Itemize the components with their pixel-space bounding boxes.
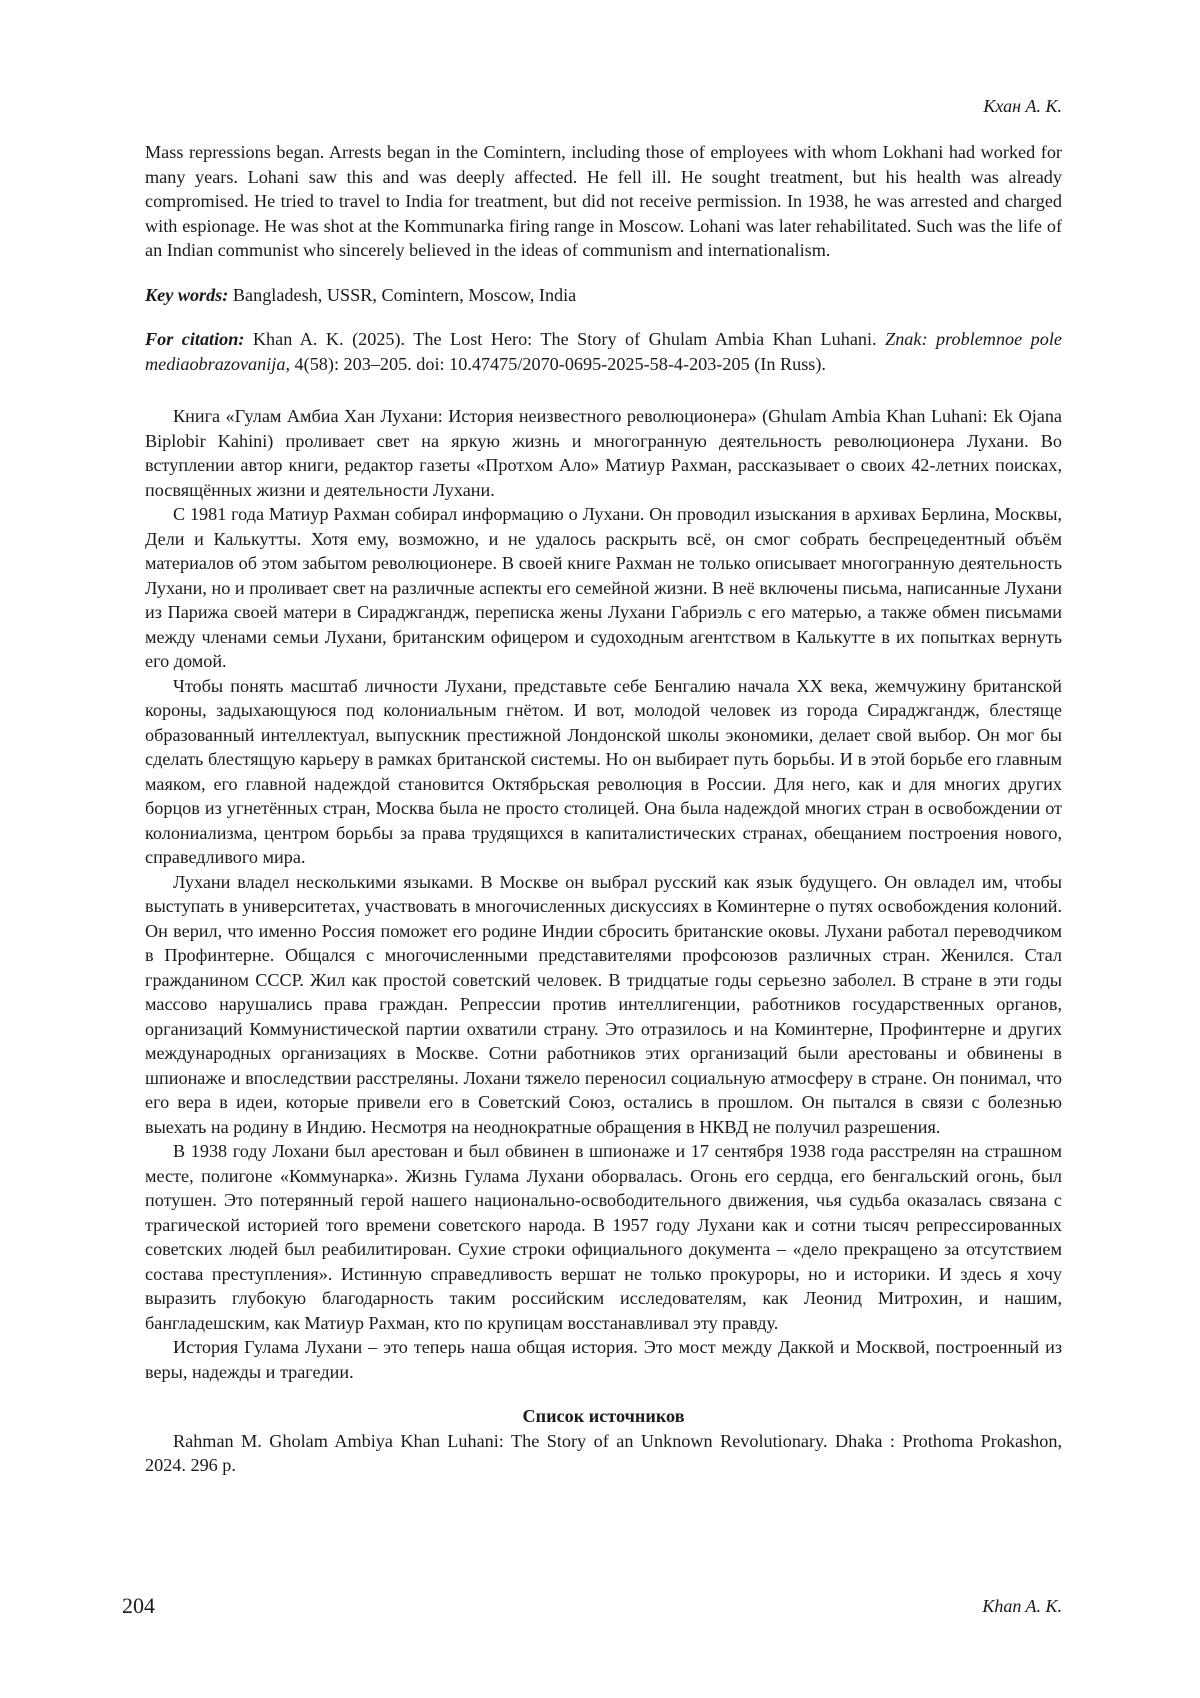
abstract (145, 140, 1062, 263)
body-paragraph: Книга «Гулам Амбиа Хан Лухани: История неизвестного революционера» (Ghulam Ambia Khan Luhani: Ek Ojana Biplobir Kahini) проливает свет на яркую жизнь и многогранную деятельность революционера Лухани. Во вступлении автор книги, редактор газеты «Протхом Ало» Матиур Рахман, рассказывает о своих 42-летних поисках, посвящённых жизни и деятельности Лухани. (145, 406, 1062, 500)
keywords-label: Key words: (145, 284, 229, 305)
abstract-text: Mass repressions began. Arrests began in the Comintern, including those of employees with whom Lokhani had worked for many years. Lohani saw this and was deeply affected. He fell ill. He sought treatment, but his health was already compromised. He tried to travel to India for treatment, but did not receive permission. In 1938, he was arrested and charged with espionage. He was shot at the Kommunarka firing range in Moscow. Lohani was later rehabilitated. Such was the life of an Indian communist who sincerely believed in the ideas of communism and internationalism. (145, 142, 1062, 260)
page-number: 204 (122, 1593, 155, 1618)
body-paragraph: История Гулама Лухани – это теперь наша общая история. Это мост между Даккой и Москвой, построенный из веры, надежды и трагедии. (145, 1337, 1062, 1382)
references-title: Список источников (522, 1406, 685, 1426)
body-paragraph: Чтобы понять масштаб личности Лухани, представьте себе Бенгалию начала XX века, жемчужину британской короны, задыхающуюся под колониальным гнётом. И вот, молодой человек из города Сираджгандж, блестяще образованный интеллектуал, выпускник престижной Лондонской школы экономики, делает свой выбор. Он мог бы сделать блестящую карьеру в рамках британской системы. Но он выбирает путь борьбы. И в этой борьбе его главным маяком, его главной надеждой становится Октябрьская революция в России. Для него, как и для многих других борцов из угнетённых стран, Москва была не просто столицей. Она была надеждой многих стран в освобождении от колониализма, центром борьбы за права трудящихся в капиталистических странах, обещанием построения нового, справедливого мира. (145, 675, 1062, 867)
footer-author: Khan A. K. (982, 1596, 1062, 1616)
body-paragraph: С 1981 года Матиур Рахман собирал информацию о Лухани. Он проводил изыскания в архивах Берлина, Москвы, Дели и Калькутты. Хотя ему, возможно, и не удалось раскрыть всё, он смог собрать беспрецедентный объём материалов об этом забытом революционере. В своей книге Рахман не только описывает многогранную деятельность Лухани, но и проливает свет на различные аспекты его семейной жизни. В неё включены письма, написанные Лухани из Парижа своей матери в Сираджгандж, переписка жены Лухани Габриэль с его матерью, а также обмен письмами между членами семьи Лухани, британским офицером и судоходным агентством в Калькутте в их попытках вернуть его домой. (145, 504, 1062, 671)
citation (145, 327, 1062, 376)
article-content (145, 140, 1062, 1478)
references-list (145, 1429, 1062, 1478)
running-header-author: Кхан А. К. (983, 96, 1062, 116)
reference-item: Rahman M. Gholam Ambiya Khan Luhani: The Story of an Unknown Revolutionary. Dhaka : Prothoma Prokashon, 2024. 296 p. (145, 1430, 1062, 1475)
body-paragraph: В 1938 году Лохани был арестован и был обвинен в шпионаже и 17 сентября 1938 года расстрелян на страшном месте, полигоне «Коммунарка». Жизнь Гулама Лухани оборвалась. Огонь его сердца, его бенгальский огонь, был потушен. Это потерянный герой нашего национально-освободительного движения, чья судьба оказалась связана с трагической историей того времени советского народа. В 1957 году Лухани как и сотни тысяч репрессированных советских людей был реабилитирован. Сухие строки официального документа – «дело прекращено за отсутствием состава преступления». Истинную справедливость вершат не только прокуроры, но и историки. И здесь я хочу выразить глубокую благодарность таким российским исследователям, как Леонид Митрохин, и нашим, бангладешским, как Матиур Рахман, кто по крупицам восстанавливал эту правду. (145, 1141, 1062, 1333)
keywords (145, 283, 1062, 308)
article-body (145, 404, 1062, 1384)
citation-details: , 4(58): 203–205. doi: 10.47475/2070-0695-2025-58-4-203-205 (In Russ). (285, 353, 826, 374)
keywords-value: Bangladesh, USSR, Comintern, Moscow, India (228, 284, 577, 305)
citation-journal: Znak: problemnoe pole mediaobrazovanija (145, 329, 1062, 374)
citation-label: For citation: (145, 329, 245, 349)
citation-text: Khan A. K. (2025). The Lost Hero: The Story of Ghulam Ambia Khan Luhani. (244, 329, 886, 349)
body-paragraph: Лухани владел несколькими языками. В Москве он выбрал русский как язык будущего. Он овладел им, чтобы выступать в университетах, участвовать в многочисленных дискуссиях в Коминтерне о путях освобождения колоний. Он верил, что именно Россия поможет его родине Индии сбросить британские оковы. Лухани работал переводчиком в Профинтерне. Общался с многочисленными представителями профсоюзов различных стран. Женился. Стал гражданином СССР. Жил как простой советский человек. В тридцатые годы серьезно заболел. В стране в эти годы массово нарушались права граждан. Репрессии против интеллигенции, работников государственных органов, организаций Коммунистической партии охватили страну. Это отразилось и на Коминтерне, Профинтерне и других международных организациях в Москве. Сотни работников этих организаций были арестованы и обвинены в шпионаже и впоследствии расстреляны. Лохани тяжело переносил социальную атмосферу в стране. Он понимал, что его вера в идеи, которые привели его в Советский Союз, остались в прошлом. Он пытался в связи с болезнью выехать на родину в Индию. Несмотря на неоднократные обращения в НКВД не получил разрешения. (145, 871, 1062, 1137)
